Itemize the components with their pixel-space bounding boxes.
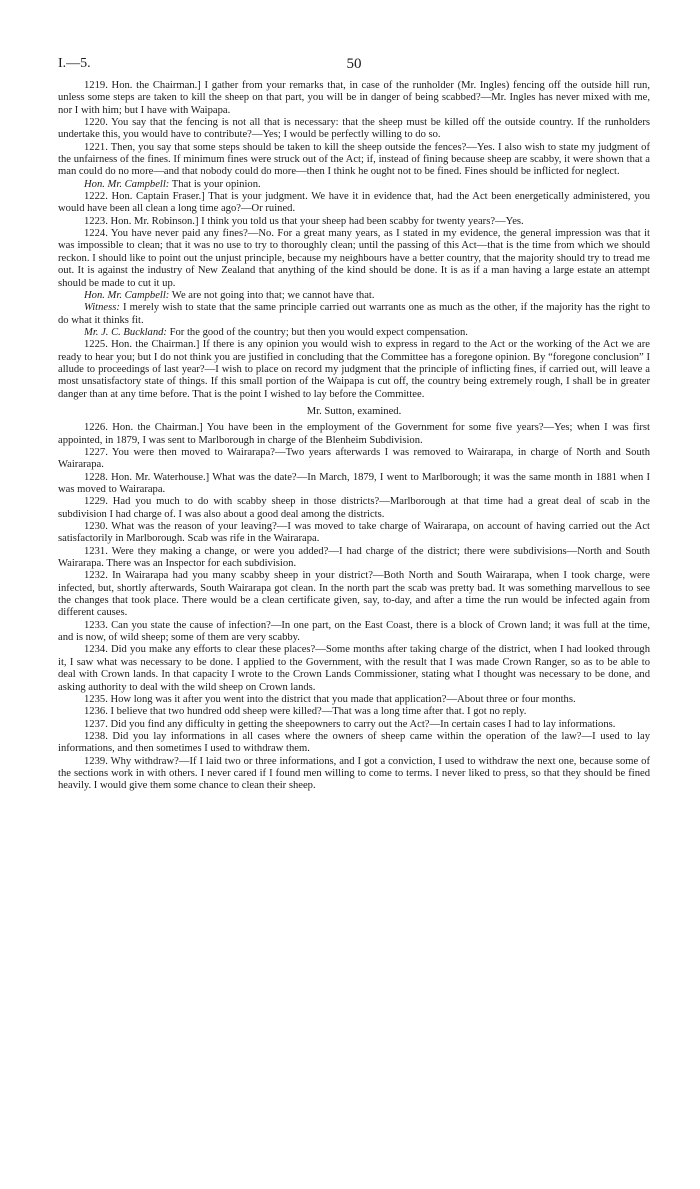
paragraph: 1231. Were they making a change, or were you added?—I had charge of the district; there were subdivisions—North and South Wairarapa. There was an Inspector for each subdivision. bbox=[58, 545, 650, 570]
paragraph bbox=[58, 179, 650, 191]
paragraph-text: For the good of the country; but then you would expect compensation. bbox=[166, 326, 468, 338]
paragraph: 1223. Hon. Mr. Robinson.] I think you told us that your sheep had been scabby for twenty years?—Yes. bbox=[84, 215, 524, 227]
page-header bbox=[58, 56, 650, 76]
paragraph: 1220. You say that the fencing is not all that is necessary: that the sheep must be killed off the outside country. If the runholders undertake this, you would have to contribute?—Yes; I would be perfectly willing to do so. bbox=[58, 117, 650, 141]
paragraph: 1238. Did you lay informations in all cases where the owners of sheep came within the operation of the law?—I used to lay informations, and then sometimes I used to withdraw them. bbox=[58, 730, 650, 755]
paragraph: 1226. Hon. the Chairman.] You have been in the employment of the Government for some five years?—Yes; when I was first appointed, in 1879, I was sent to Marlborough in charge of the Blenheim Subdivision. bbox=[58, 422, 650, 446]
paragraph: 1230. What was the reason of your leaving?—I was moved to take charge of Wairarapa, on account of having carried out the Act satisfactorily in Marlborough. Scab was rife in the Wairarapa. bbox=[58, 521, 650, 545]
paragraph: 1232. In Wairarapa had you many scabby sheep in your district?—Both North and South Wairarapa, when I took charge, were infected, but, shortly afterwards, South Wairarapa got clean. In the north part the scab was pretty bad. It was something marvellous to see the changes that took place. There would be a clean certificate given, say, to-day, and after a time the run would be infected again from different causes. bbox=[58, 570, 650, 619]
paragraph: 1237. Did you find any difficulty in getting the sheepowners to carry out the Act?—In certain cases I had to lay informations. bbox=[84, 718, 616, 730]
paragraph: 1227. You were then moved to Wairarapa?—Two years afterwards I was removed to Wairarapa, in charge of North and South Wairarapa. bbox=[58, 446, 650, 471]
speaker-name: Mr. J. C. Buckland: bbox=[84, 326, 167, 338]
paragraph: 1224. You have never paid any fines?—No. For a great many years, as I stated in my evidence, the general impression was that it was impossible to clean; that it was no use to try to thoroughly clean; until the passing of this Act—that is the time from which we should reckon. I should like to point out the unjust principle, because my neighbours have a better country, that the majority should try to tread me out. It is against the industry of New Zealand that anything of the kind should be done. It is as if a man having a large estate an attempt should be made to cut it up. bbox=[58, 228, 650, 289]
paragraph-text: We are not going into that; we cannot have that. bbox=[169, 289, 375, 301]
paragraph: 1235. How long was it after you went into the district that you made that application?—About three or four months. bbox=[84, 693, 576, 705]
document-reference: I.—5. bbox=[58, 56, 91, 71]
paragraph: 1236. I believe that two hundred odd sheep were killed?—That was a long time after that. I got no reply. bbox=[84, 706, 527, 718]
paragraph: 1234. Did you make any efforts to clear these places?—Some months after taking charge of the district, when I had looked through it, I saw what was necessary to be done. I applied to the Government, with the result that I was made Crown Ranger, so as to be able to deal with Crown lands. In that capacity I wrote to the Crown Lands Commissioner, stating what I thought was necessary to be done, and asking authority to deal with the wild sheep on Crown lands. bbox=[58, 644, 650, 693]
speaker-name: Hon. Mr. Campbell: bbox=[84, 178, 170, 190]
paragraph-text: That is your opinion. bbox=[169, 178, 261, 190]
paragraph: 1233. Can you state the cause of infection?—In one part, on the East Coast, there is a block of Crown land; it was full at the time, and is now, of wild sheep; some of them are very scabby. bbox=[58, 619, 650, 644]
paragraph bbox=[58, 302, 650, 327]
paragraph: 1219. Hon. the Chairman.] I gather from your remarks that, in case of the runholder (Mr. Ingles) fencing off the outside hill run, unless some steps are taken to kill the sheep on that part, you will be in danger of being scabbed?—Mr. Ingles has never mixed with me, nor I with him; but I have with Waipapa. bbox=[58, 80, 650, 116]
paragraph: 1239. Why withdraw?—If I laid two or three informations, and I got a conviction, I used to withdraw the next one, because some of the sections work in with others. I never cared if I found men willing to come to terms. I never liked to press, so that they should be fined heavily. I would give them some chance to clean their sheep. bbox=[58, 755, 650, 792]
speaker-name: Hon. Mr. Campbell: bbox=[84, 289, 170, 301]
paragraph: 1221. Then, you say that some steps should be taken to kill the sheep outside the fences?—Yes. I also wish to state my judgment of the unfairness of the fines. If minimum fines were struck out of the Act; if, instead of fining because sheep are scabby, it were shown that a man could do no more—and that nobody could do more—then I think he ought not to be fined. Fines should be inflicted for neglect. bbox=[58, 141, 650, 178]
section-heading: Mr. Sutton, examined. bbox=[306, 405, 402, 417]
paragraph: 1222. Hon. Captain Fraser.] That is your judgment. We have it in evidence that, had the Act been energetically administered, you would have been all clean a long time ago?—Or ruined. bbox=[58, 191, 650, 215]
paragraph bbox=[58, 290, 650, 302]
paragraph: 1225. Hon. the Chairman.] If there is any opinion you would wish to express in regard to the Act or the working of the Act we are ready to hear you; but I do not think you are justified in concluding that the Committee has a foregone opinion. By “foregone conclusion” I allude to proceedings of last year?—I wish to place on record my judgment that the principle of inflicting fines, if carried out, will leave a most unsatisfactory state of things. If this small portion of the Waipapa is cut off, the country being extremely rough, I shall be in greater danger than at any time before. That is the point I wished to lay before the Committee. bbox=[58, 339, 650, 400]
paragraph: 1228. Hon. Mr. Waterhouse.] What was the date?—In March, 1879, I went to Marlborough; it was the same month in 1881 when I was moved to Wairarapa. bbox=[58, 471, 650, 495]
page-number: 50 bbox=[346, 56, 362, 72]
paragraph-text: I merely wish to state that the same principle carried out warrants one as much as the other, if the majority has the right to do what it thinks fit. bbox=[58, 302, 650, 326]
document-body bbox=[58, 80, 650, 793]
paragraph: 1229. Had you much to do with scabby sheep in those districts?—Marlborough at that time had a great deal of scab in the subdivision I had charge of. I was also about a good deal among the districts. bbox=[58, 496, 650, 520]
paragraph bbox=[58, 327, 650, 339]
speaker-name: Witness: bbox=[84, 302, 120, 314]
